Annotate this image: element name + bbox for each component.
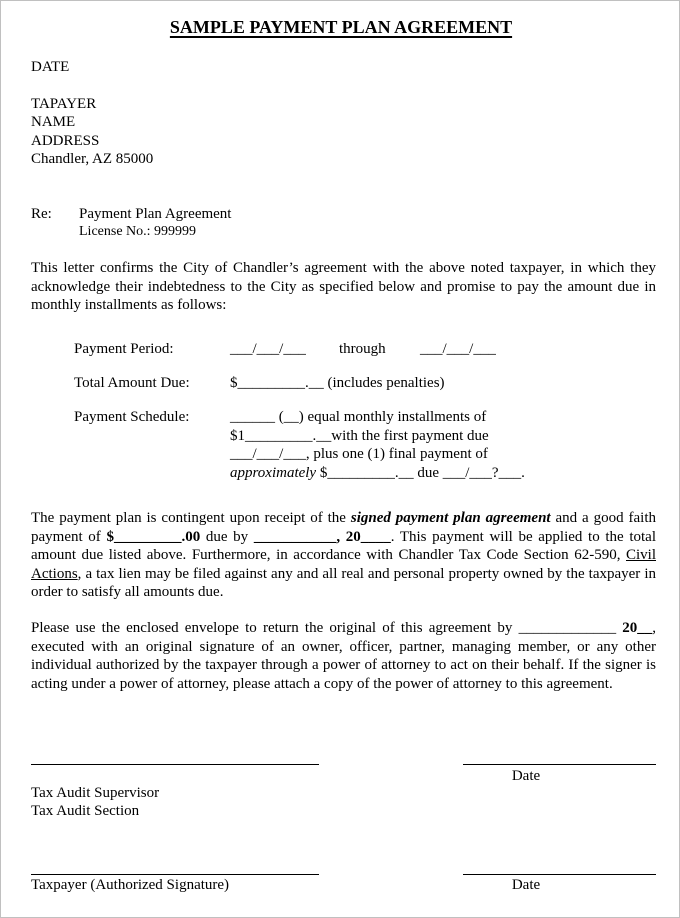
approximately-text: approximately — [230, 465, 317, 481]
address-line: TAPAYER — [31, 96, 97, 112]
signed-agreement-emphasis: signed payment plan agreement — [350, 510, 551, 526]
address-line: ADDRESS — [31, 133, 100, 149]
through-label: through — [339, 341, 386, 357]
text: Please use the enclosed envelope to return the original of this agreement by _____________ — [31, 620, 623, 636]
text: , executed with an original signature of an owner, officer, partner, managing member, or any other individual authorized by the taxpayer through a power of attorney to act on their behalf. If the signer is acting under a power of attorney, please attach a copy of the power of attorney to this agreement. — [31, 620, 656, 692]
date-label: DATE — [31, 59, 70, 75]
supervisor-label: Tax Audit Supervisor — [31, 785, 160, 801]
text: and a good faith payment of — [31, 510, 656, 545]
text: The payment plan is contingent upon receipt of the — [31, 510, 351, 526]
address-line: NAME — [31, 114, 76, 130]
document-title: SAMPLE PAYMENT PLAN AGREEMENT — [169, 17, 513, 37]
re-subject: Payment Plan Agreement — [79, 206, 232, 222]
text: . This payment will be applied to the total amount due listed above. Furthermore, in accordance with Chandler Tax Code Section 62-590, — [31, 528, 656, 563]
payment-schedule-label: Payment Schedule: — [74, 409, 190, 425]
return-instructions-paragraph — [31, 619, 656, 693]
schedule-line: ______ (__) equal monthly installments of — [230, 409, 487, 425]
final-payment-text: $_________.__ due ___/___?___. — [316, 465, 525, 481]
date-label: Date — [511, 877, 541, 893]
schedule-line: $1_________.__with the first payment due — [230, 428, 489, 444]
date-label: Date — [511, 768, 541, 784]
total-amount-label: Total Amount Due: — [74, 375, 190, 391]
taxpayer-signature-label: Taxpayer (Authorized Signature) — [31, 877, 230, 893]
text: due by — [200, 528, 254, 545]
intro-paragraph: This letter confirms the City of Chandler’s agreement with the above noted taxpayer, in which they acknowledge their indebtedness to the City as specified below and promise to pay the amount due in monthly installments as follows: — [31, 260, 656, 313]
section-label: Tax Audit Section — [31, 803, 140, 819]
taxpayer-signature-line — [31, 874, 319, 875]
supervisor-signature-line — [31, 764, 319, 765]
schedule-line — [230, 464, 525, 483]
civil-actions-reference: Civil Actions — [31, 547, 656, 582]
text: , a tax lien may be filed against any and all real and personal property owned by the taxpayer in order to satisfy all amounts due. — [31, 565, 656, 600]
total-amount-value: $_________.__ (includes penalties) — [230, 375, 445, 391]
payment-period-label: Payment Period: — [74, 341, 174, 357]
contingency-paragraph — [31, 509, 656, 602]
re-label: Re: — [31, 206, 52, 222]
schedule-line: ___/___/___, plus one (1) final payment of — [230, 446, 488, 462]
payment-period-to: ___/___/___ — [420, 341, 496, 357]
address-line: Chandler, AZ 85000 — [31, 151, 154, 167]
good-faith-amount: $_________.00 — [106, 528, 201, 545]
year-blank: 20__ — [622, 620, 653, 636]
license-number: License No.: 999999 — [79, 224, 197, 239]
taxpayer-date-line — [463, 874, 656, 875]
supervisor-date-line — [463, 764, 656, 765]
due-date-blank: ___________, 20____ — [253, 528, 391, 545]
payment-period-from: ___/___/___ — [230, 341, 306, 357]
